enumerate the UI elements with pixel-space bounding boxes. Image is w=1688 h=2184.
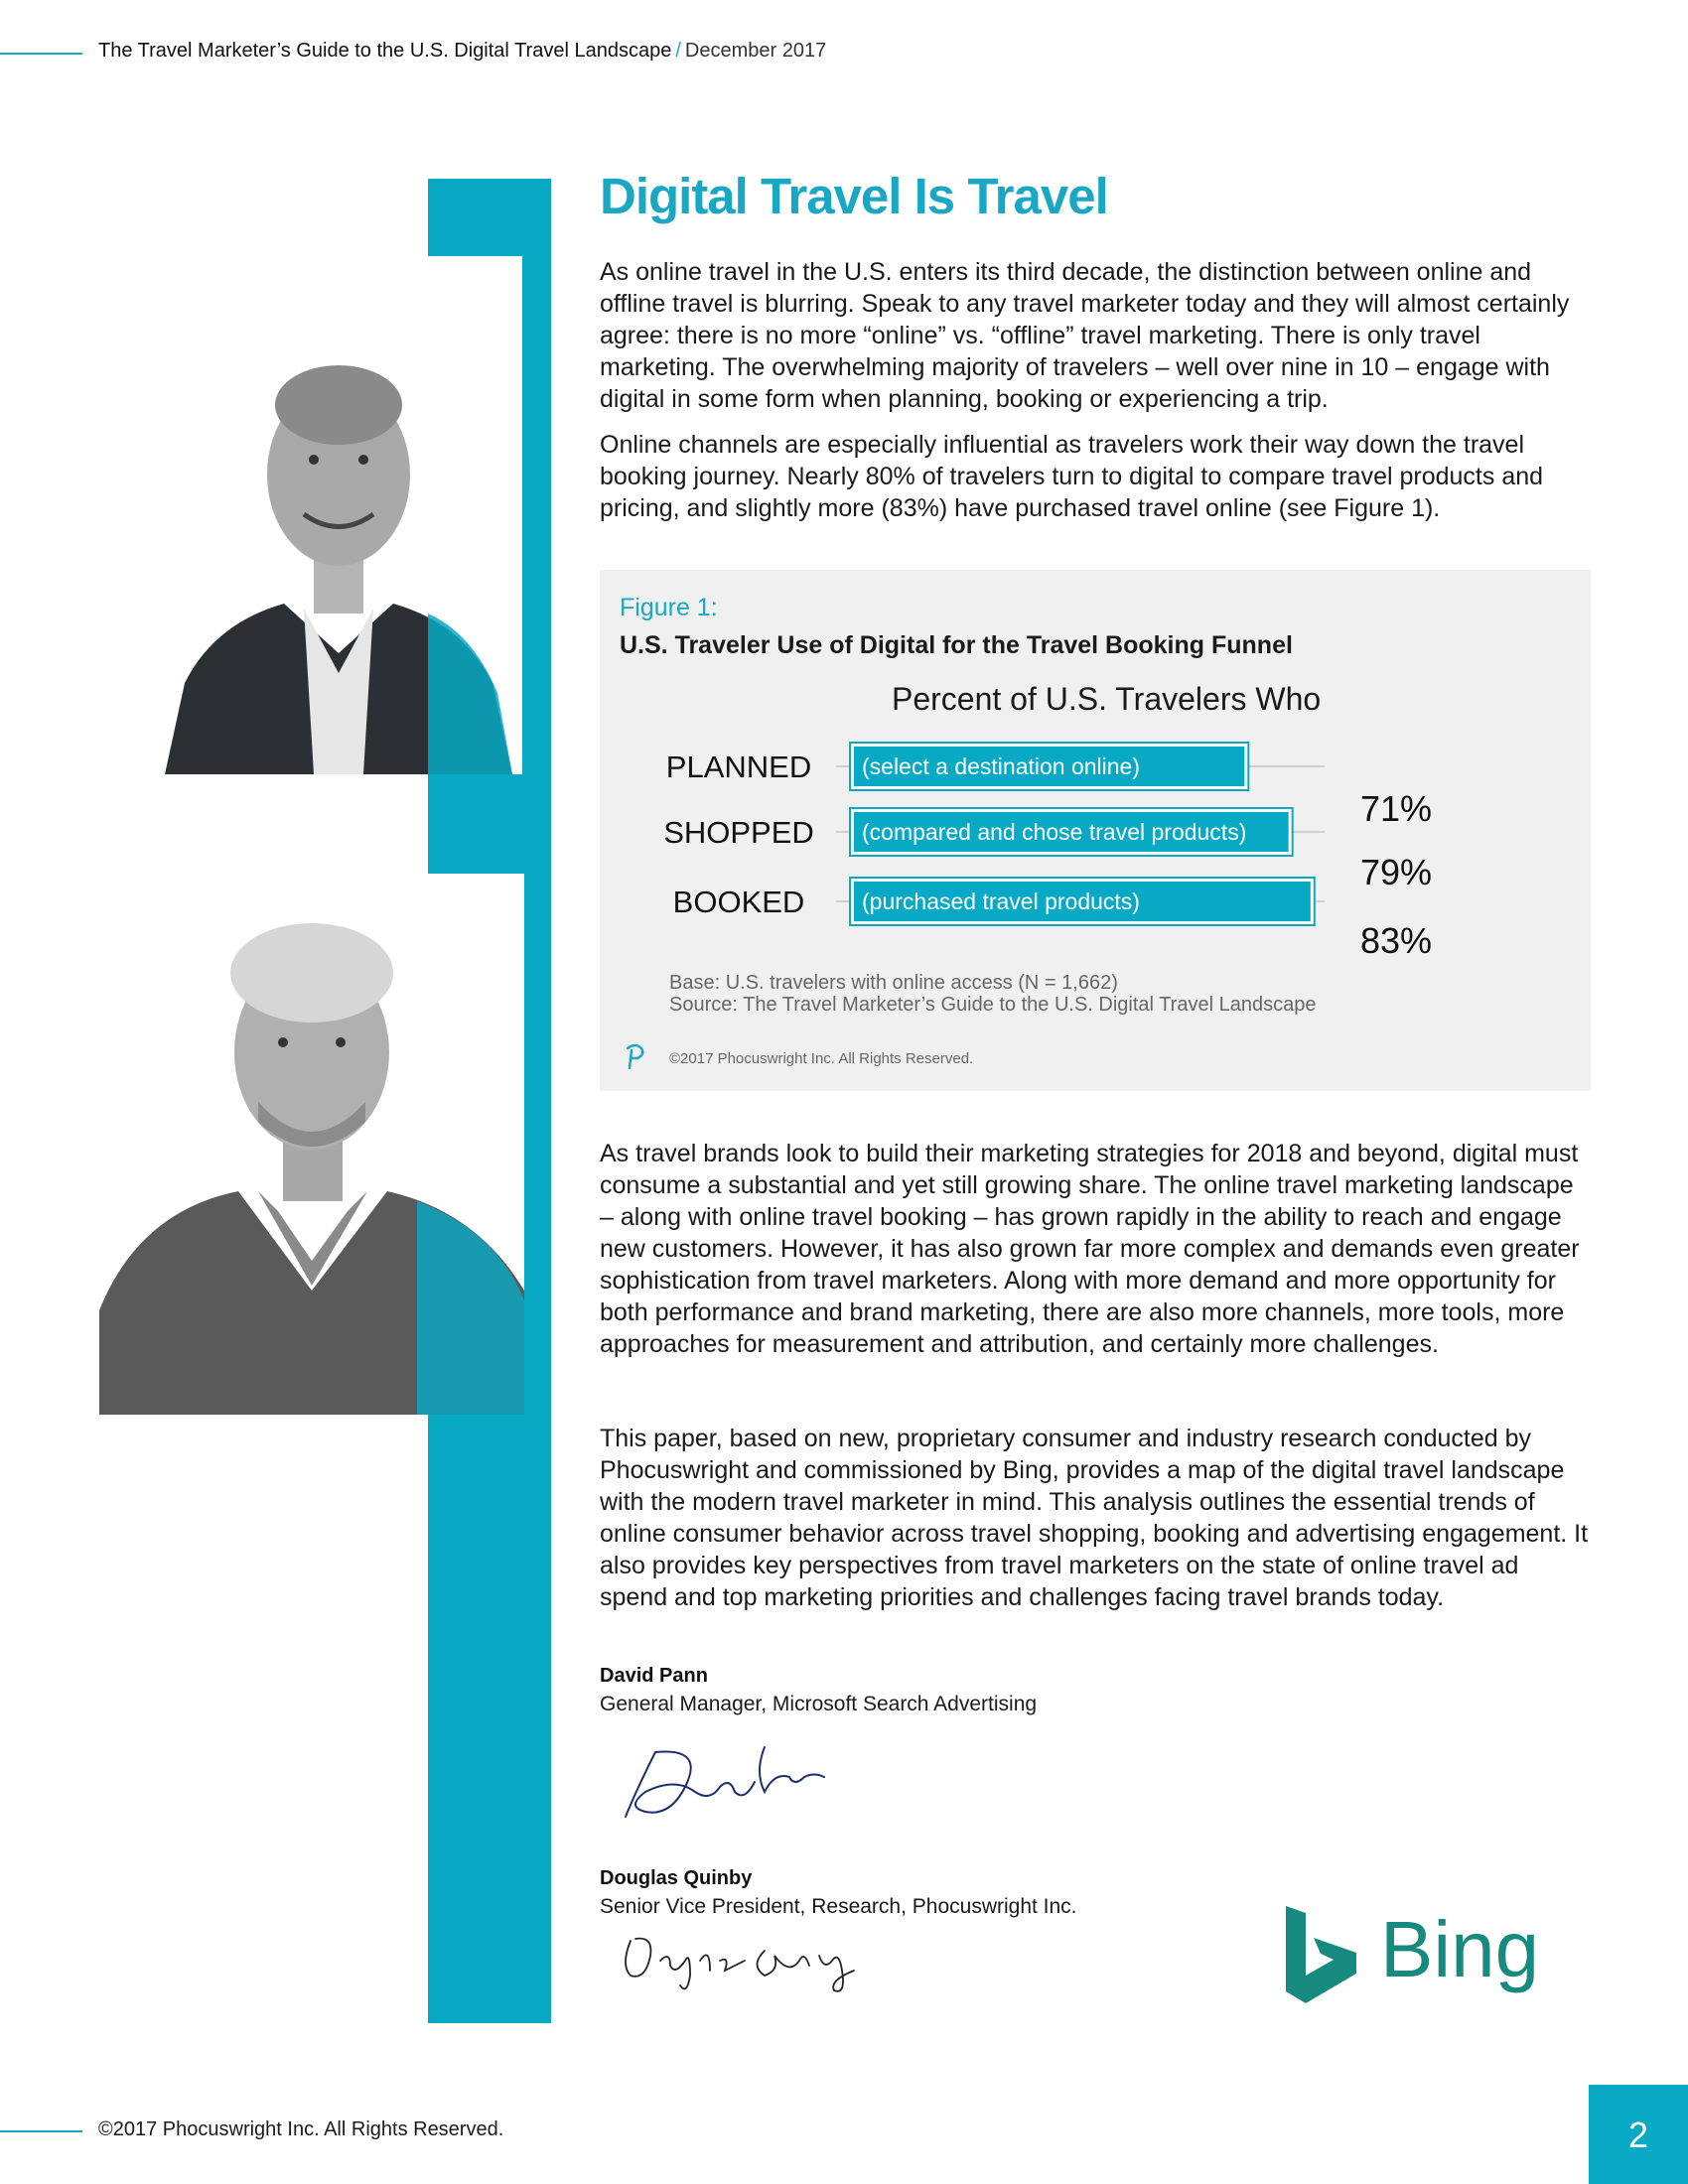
category-label: PLANNED: [665, 750, 812, 784]
signatory-name: Douglas Quinby: [600, 1867, 753, 1889]
bing-wordmark: Bing: [1380, 1905, 1540, 1993]
article-title: Digital Travel Is Travel: [600, 168, 1108, 224]
paragraph-online-channels: Online channels are especially influential as travelers work their way down the travel booking journey. Nearly 80% of travelers turn to digital to compare travel products and pricing, and slightly more (83%) have purchased travel online (see Figure 1).: [600, 431, 1544, 522]
signatory-role: General Manager, Microsoft Search Advertising: [600, 1693, 1038, 1715]
portrait-david-pann: [155, 256, 522, 774]
chart-title: Percent of U.S. Travelers Who: [892, 681, 1322, 717]
figure-copyright: ©2017 Phocuswright Inc. All Rights Reserved.: [669, 1050, 974, 1067]
header-title: The Travel Marketer’s Guide to the U.S. Digital Travel Landscape: [98, 40, 672, 62]
phocuswright-logo-icon: [620, 1040, 649, 1070]
header-date: December 2017: [684, 40, 827, 62]
running-header: [98, 40, 826, 63]
category-label: SHOPPED: [663, 815, 814, 850]
footer-copyright: ©2017 Phocuswright Inc. All Rights Reserved.: [98, 2118, 504, 2140]
paragraph-paper-overview: This paper, based on new, proprietary consumer and industry research conducted by Phocuswright and commissioned by Bing, provides a map of the digital travel landscape with the modern travel marketer in mind. This analysis outlines the essential trends of online consumer behavior across travel shopping, booking and advertising engagement. It also provides key perspectives from travel marketers on the state of online travel ad spend and top marketing priorities and challenges facing travel brands today.: [600, 1425, 1589, 1611]
page-number: 2: [1627, 2115, 1649, 2155]
signature-david-pann: [616, 1732, 854, 1832]
bar-description: (purchased travel products): [862, 888, 1140, 914]
figure-source: Source: The Travel Marketer’s Guide to the U.S. Digital Travel Landscape: [669, 994, 1317, 1016]
paragraph-intro: As online travel in the U.S. enters its third decade, the distinction between online and offline travel is blurring. Speak to any travel marketer today and they will almost certainly agree: there is no more “online” vs. “offline” travel marketing. There is only travel marketing. The overwhelming majority of travelers – well over nine in 10 – engage with digital in some form when planning, booking or experiencing a trip.: [600, 258, 1570, 413]
paragraph-marketing-strategies: As travel brands look to build their marketing strategies for 2018 and beyond, digital must consume a substantial and yet still growing share. The online travel marketing landscape – along with online travel booking – has grown rapidly in the ability to reach and engage new customers. However, it has also grown far more complex and demands even greater sophistication from travel marketers. Along with more demand and more opportunity for both performance and brand marketing, there are also more channels, more tools, more approaches for measurement and attribution, and certainly more challenges.: [600, 1140, 1580, 1358]
header-rule: [0, 53, 82, 55]
header-separator: /: [675, 40, 681, 62]
value-label: 79%: [1360, 852, 1433, 892]
footer-rule: [0, 2130, 82, 2132]
figure-1-panel: [600, 570, 1591, 1091]
signatory-role: Senior Vice President, Research, Phocuswright Inc.: [600, 1895, 1077, 1918]
category-label: BOOKED: [672, 885, 805, 919]
figure-base: Base: U.S. travelers with online access (N = 1,662): [669, 972, 1118, 994]
signatory-name: David Pann: [600, 1665, 708, 1687]
portrait-douglas-quinby: [99, 874, 524, 1415]
bar-description: (compared and chose travel products): [862, 819, 1247, 845]
figure-title: U.S. Traveler Use of Digital for the Travel Booking Funnel: [620, 631, 1293, 659]
figure-label: Figure 1:: [620, 594, 718, 621]
signature-douglas-quinby: [616, 1931, 894, 2000]
bar-description: (select a destination online): [862, 753, 1140, 779]
value-label: 83%: [1360, 920, 1433, 961]
value-label: 71%: [1360, 788, 1433, 829]
page-number-box: [1589, 2085, 1688, 2184]
figure-notes: [669, 972, 1316, 1016]
